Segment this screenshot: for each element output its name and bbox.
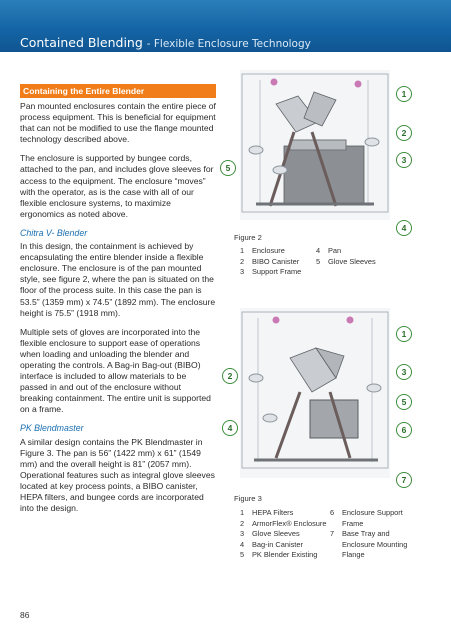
paragraph-5: A similar design contains the PK Blendmaster in Figure 3. The pan is 56” (1422 mm) x 61” (1549 mm) and the overall height is 81” (2057 mm). Operational features such as integral glove sleeves located at key process points, a BIBO canister, HEPA filters, and bungee cords are incorporated into the design. (20, 436, 215, 514)
legend-item: 5 PK Blender Existing (240, 550, 318, 559)
figure-2-legend-left (240, 246, 301, 278)
legend-item: 1 Enclosure (240, 246, 285, 255)
paragraph-2: The enclosure is supported by bungee cords, attached to the pan, and includes glove sleeves for access to the equipment. The enclosure “moves” with the operator, as is the case with all of our flexible enclosure systems, to maximize ergonomics as noted above. (20, 153, 214, 219)
article-body (20, 84, 216, 522)
figure-3-callout-7: 7 (396, 472, 412, 488)
figure-2-callout-2: 2 (396, 125, 412, 141)
legend-item: 2 BIBO Canister (240, 256, 300, 266)
legend-item: 1 HEPA Filters (240, 508, 294, 517)
figure-3-caption: Figure 3 (234, 494, 262, 503)
figure-3-illustration (240, 308, 390, 478)
heading-pk-blendmaster: PK Blendmaster (20, 423, 84, 434)
header-subtitle: - Flexible Enclosure Technology (146, 38, 311, 50)
figure-2-image (240, 70, 390, 220)
figure-2-callout-4: 4 (396, 220, 412, 236)
page-number: 86 (20, 610, 30, 620)
legend-item: 3 Glove Sleeves (240, 529, 300, 538)
figure-2-callout-3: 3 (396, 152, 412, 168)
figure-2-illustration (240, 70, 390, 220)
header-title-main: Contained Blending (20, 35, 143, 50)
legend-item: 2 ArmorFlex® Enclosure (240, 518, 327, 528)
legend-item: 4 Pan (316, 246, 342, 255)
figure-3-callout-2: 2 (222, 368, 238, 384)
figure-3-callout-6: 6 (396, 422, 412, 438)
figure-2-caption: Figure 2 (234, 233, 262, 242)
heading-chitra: Chitra V- Blender (20, 227, 88, 238)
figure-2-legend-right (316, 246, 376, 267)
header-title (20, 35, 311, 50)
figure-3-legend-left (240, 508, 326, 561)
section-title: Containing the Entire Blender (20, 84, 216, 98)
figure-2-callout-5: 5 (220, 160, 236, 176)
paragraph-1: Pan mounted enclosures contain the entire piece of process equipment. This is beneficial for equipment that can not be modified to use the flange mounted technology described above. (20, 101, 216, 145)
legend-item: 5 Glove Sleeves (316, 256, 376, 266)
legend-item: 6 Enclosure Support Frame (330, 508, 403, 528)
figure-3-callout-3: 3 (396, 364, 412, 380)
figure-2-callout-1: 1 (396, 86, 412, 102)
figure-3-legend-right (330, 508, 418, 561)
figure-3-callout-1: 1 (396, 326, 412, 342)
paragraph-3: In this design, the containment is achieved by encapsulating the entire blender inside a flexible enclosure. The enclosure is of the pan mounted style, see figure 2, where the pan is situated on the floor of the process suite. In this case the pan is 53.5” (1359 mm) x 74.5” (1892 mm). The enclosure height is 75.5” (1918 mm). (20, 241, 216, 318)
figure-3-image (240, 308, 390, 478)
legend-item: 7 Base Tray and Enclosure Mounting Flange (330, 529, 408, 559)
figure-3-callout-5: 5 (396, 394, 412, 410)
legend-item: 4 Bag-in Canister (240, 539, 303, 549)
paragraph-4: Multiple sets of gloves are incorporated into the flexible enclosure to support ease of operations when loading and unloading the blender and operating the controls. A Bag-in Bag-out (BIBO) interface is included to allow materials to be passed in and out of the enclosure without breaking containment. The entire unit is supported on a frame. (20, 326, 211, 415)
figure-3-callout-4: 4 (222, 420, 238, 436)
legend-item: 3 Support Frame (240, 267, 302, 276)
page-header (0, 0, 451, 52)
